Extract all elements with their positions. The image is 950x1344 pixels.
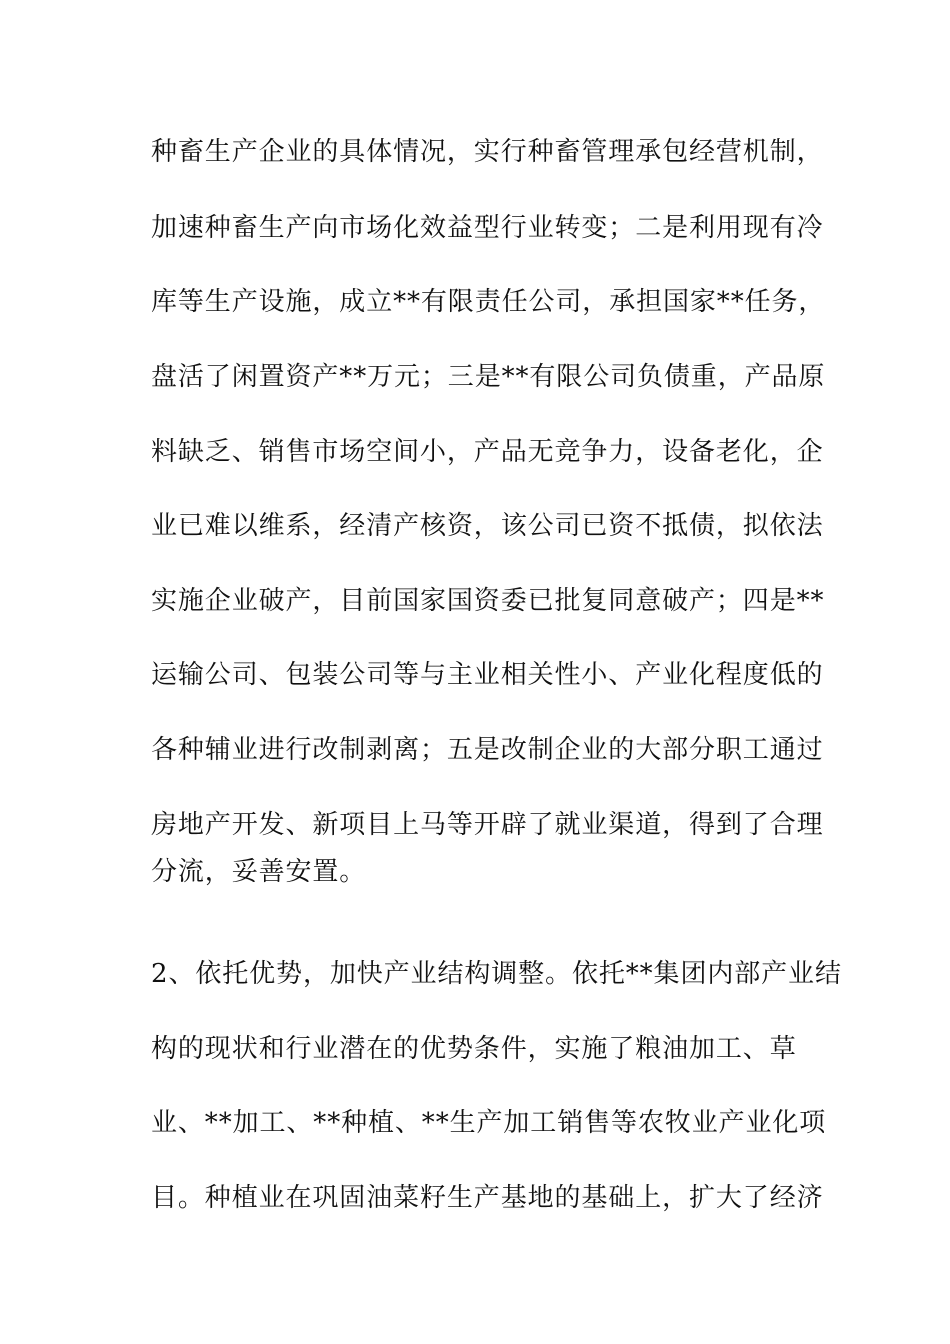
text-line-7: 实施企业破产，目前国家国资委已批复同意破产；四是** <box>151 586 825 616</box>
text-line-14: 业、**加工、**种植、**生产加工销售等农牧业产业化项 <box>151 1108 827 1138</box>
text-line-6: 业已难以维系，经清产核资，该公司已资不抵债，拟依法 <box>151 511 824 541</box>
text-line-4: 盘活了闲置资产**万元；三是**有限公司负债重，产品原 <box>151 362 826 392</box>
text-line-12: 2、依托优势，加快产业结构调整。依托**集团内部产业结 <box>151 959 842 989</box>
text-line-8: 运输公司、包装公司等与主业相关性小、产业化程度低的 <box>151 660 824 690</box>
text-line-10: 房地产开发、新项目上马等开辟了就业渠道，得到了合理 <box>151 810 824 840</box>
text-line-11: 分流，妥善安置。 <box>151 857 367 887</box>
text-line-1: 种畜生产企业的具体情况，实行种畜管理承包经营机制， <box>151 137 824 167</box>
text-line-15: 目。种植业在巩固油菜籽生产基地的基础上，扩大了经济 <box>151 1183 824 1213</box>
text-line-13: 构的现状和行业潜在的优势条件，实施了粮油加工、草 <box>151 1034 797 1064</box>
text-line-5: 料缺乏、销售市场空间小，产品无竞争力，设备老化，企 <box>151 437 824 467</box>
text-line-3: 库等生产设施，成立**有限责任公司，承担国家**任务， <box>151 287 826 317</box>
text-line-9: 各种辅业进行改制剥离；五是改制企业的大部分职工通过 <box>151 735 824 765</box>
text-line-2: 加速种畜生产向市场化效益型行业转变；二是利用现有冷 <box>151 213 824 243</box>
